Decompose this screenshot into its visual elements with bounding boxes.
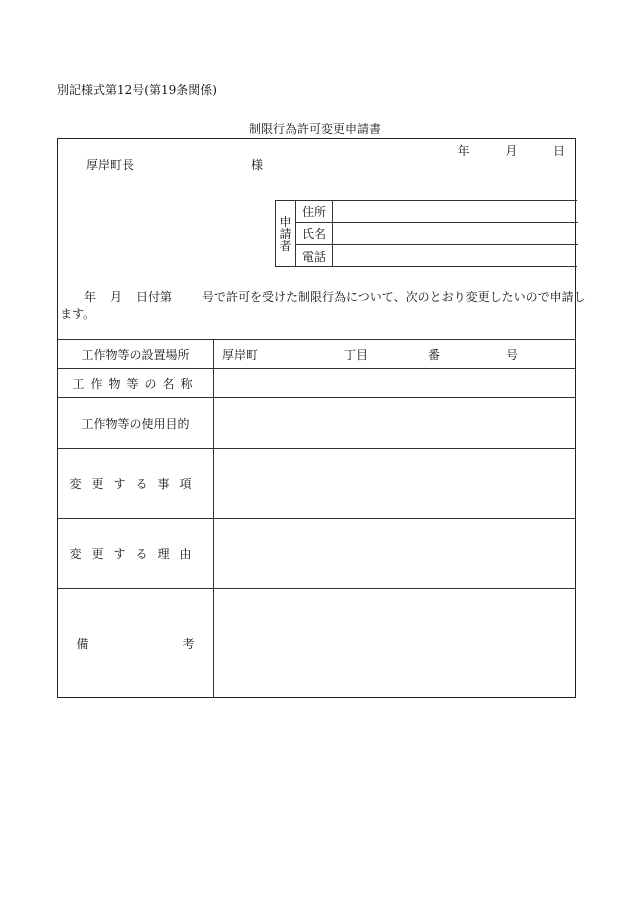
location-value: 厚岸町 丁目 番 号 (222, 347, 519, 362)
date-year: 年 (457, 144, 470, 158)
changes-row (58, 449, 575, 519)
document-title: 制限行為許可変更申請書 (248, 122, 381, 136)
reason-value (214, 519, 575, 588)
name-row (296, 223, 578, 245)
object-name-value (214, 369, 575, 397)
date-line (458, 142, 565, 159)
changes-label: 変更する事項 (69, 477, 202, 491)
location-label: 工作物等の設置場所 (58, 340, 214, 368)
address-label: 住所 (296, 201, 333, 222)
form-number: 別記様式第12号(第19条関係) (57, 83, 217, 97)
remarks-value (214, 589, 575, 698)
statement-text: 年 月 日付第 号で許可を受けた制限行為について、次のとおり変更したいので申請し ます。 (60, 290, 586, 321)
phone-label: 電話 (296, 245, 333, 267)
honorific: 様 (251, 158, 264, 172)
purpose-row (58, 398, 575, 449)
reason-label: 変更する理由 (69, 547, 202, 561)
remarks-row (58, 589, 575, 698)
purpose-label: 工作物等の使用目的 (58, 398, 214, 448)
purpose-value (214, 398, 575, 448)
remarks-label: 備 考 (76, 637, 195, 651)
object-name-label: 工作物等の名称 (72, 376, 199, 391)
applicant-block (275, 200, 577, 267)
date-day: 日 (552, 144, 565, 158)
date-month: 月 (505, 144, 518, 158)
application-form (57, 138, 586, 698)
details-table (58, 339, 575, 698)
location-row (58, 340, 575, 369)
applicant-label: 申 請 者 (276, 201, 296, 266)
object-name-row (58, 369, 575, 398)
name-label: 氏名 (296, 223, 333, 244)
address-row (296, 201, 578, 223)
changes-value (214, 449, 575, 518)
phone-row (296, 245, 578, 267)
addressee: 厚岸町長 (86, 158, 135, 172)
reason-row (58, 519, 575, 589)
